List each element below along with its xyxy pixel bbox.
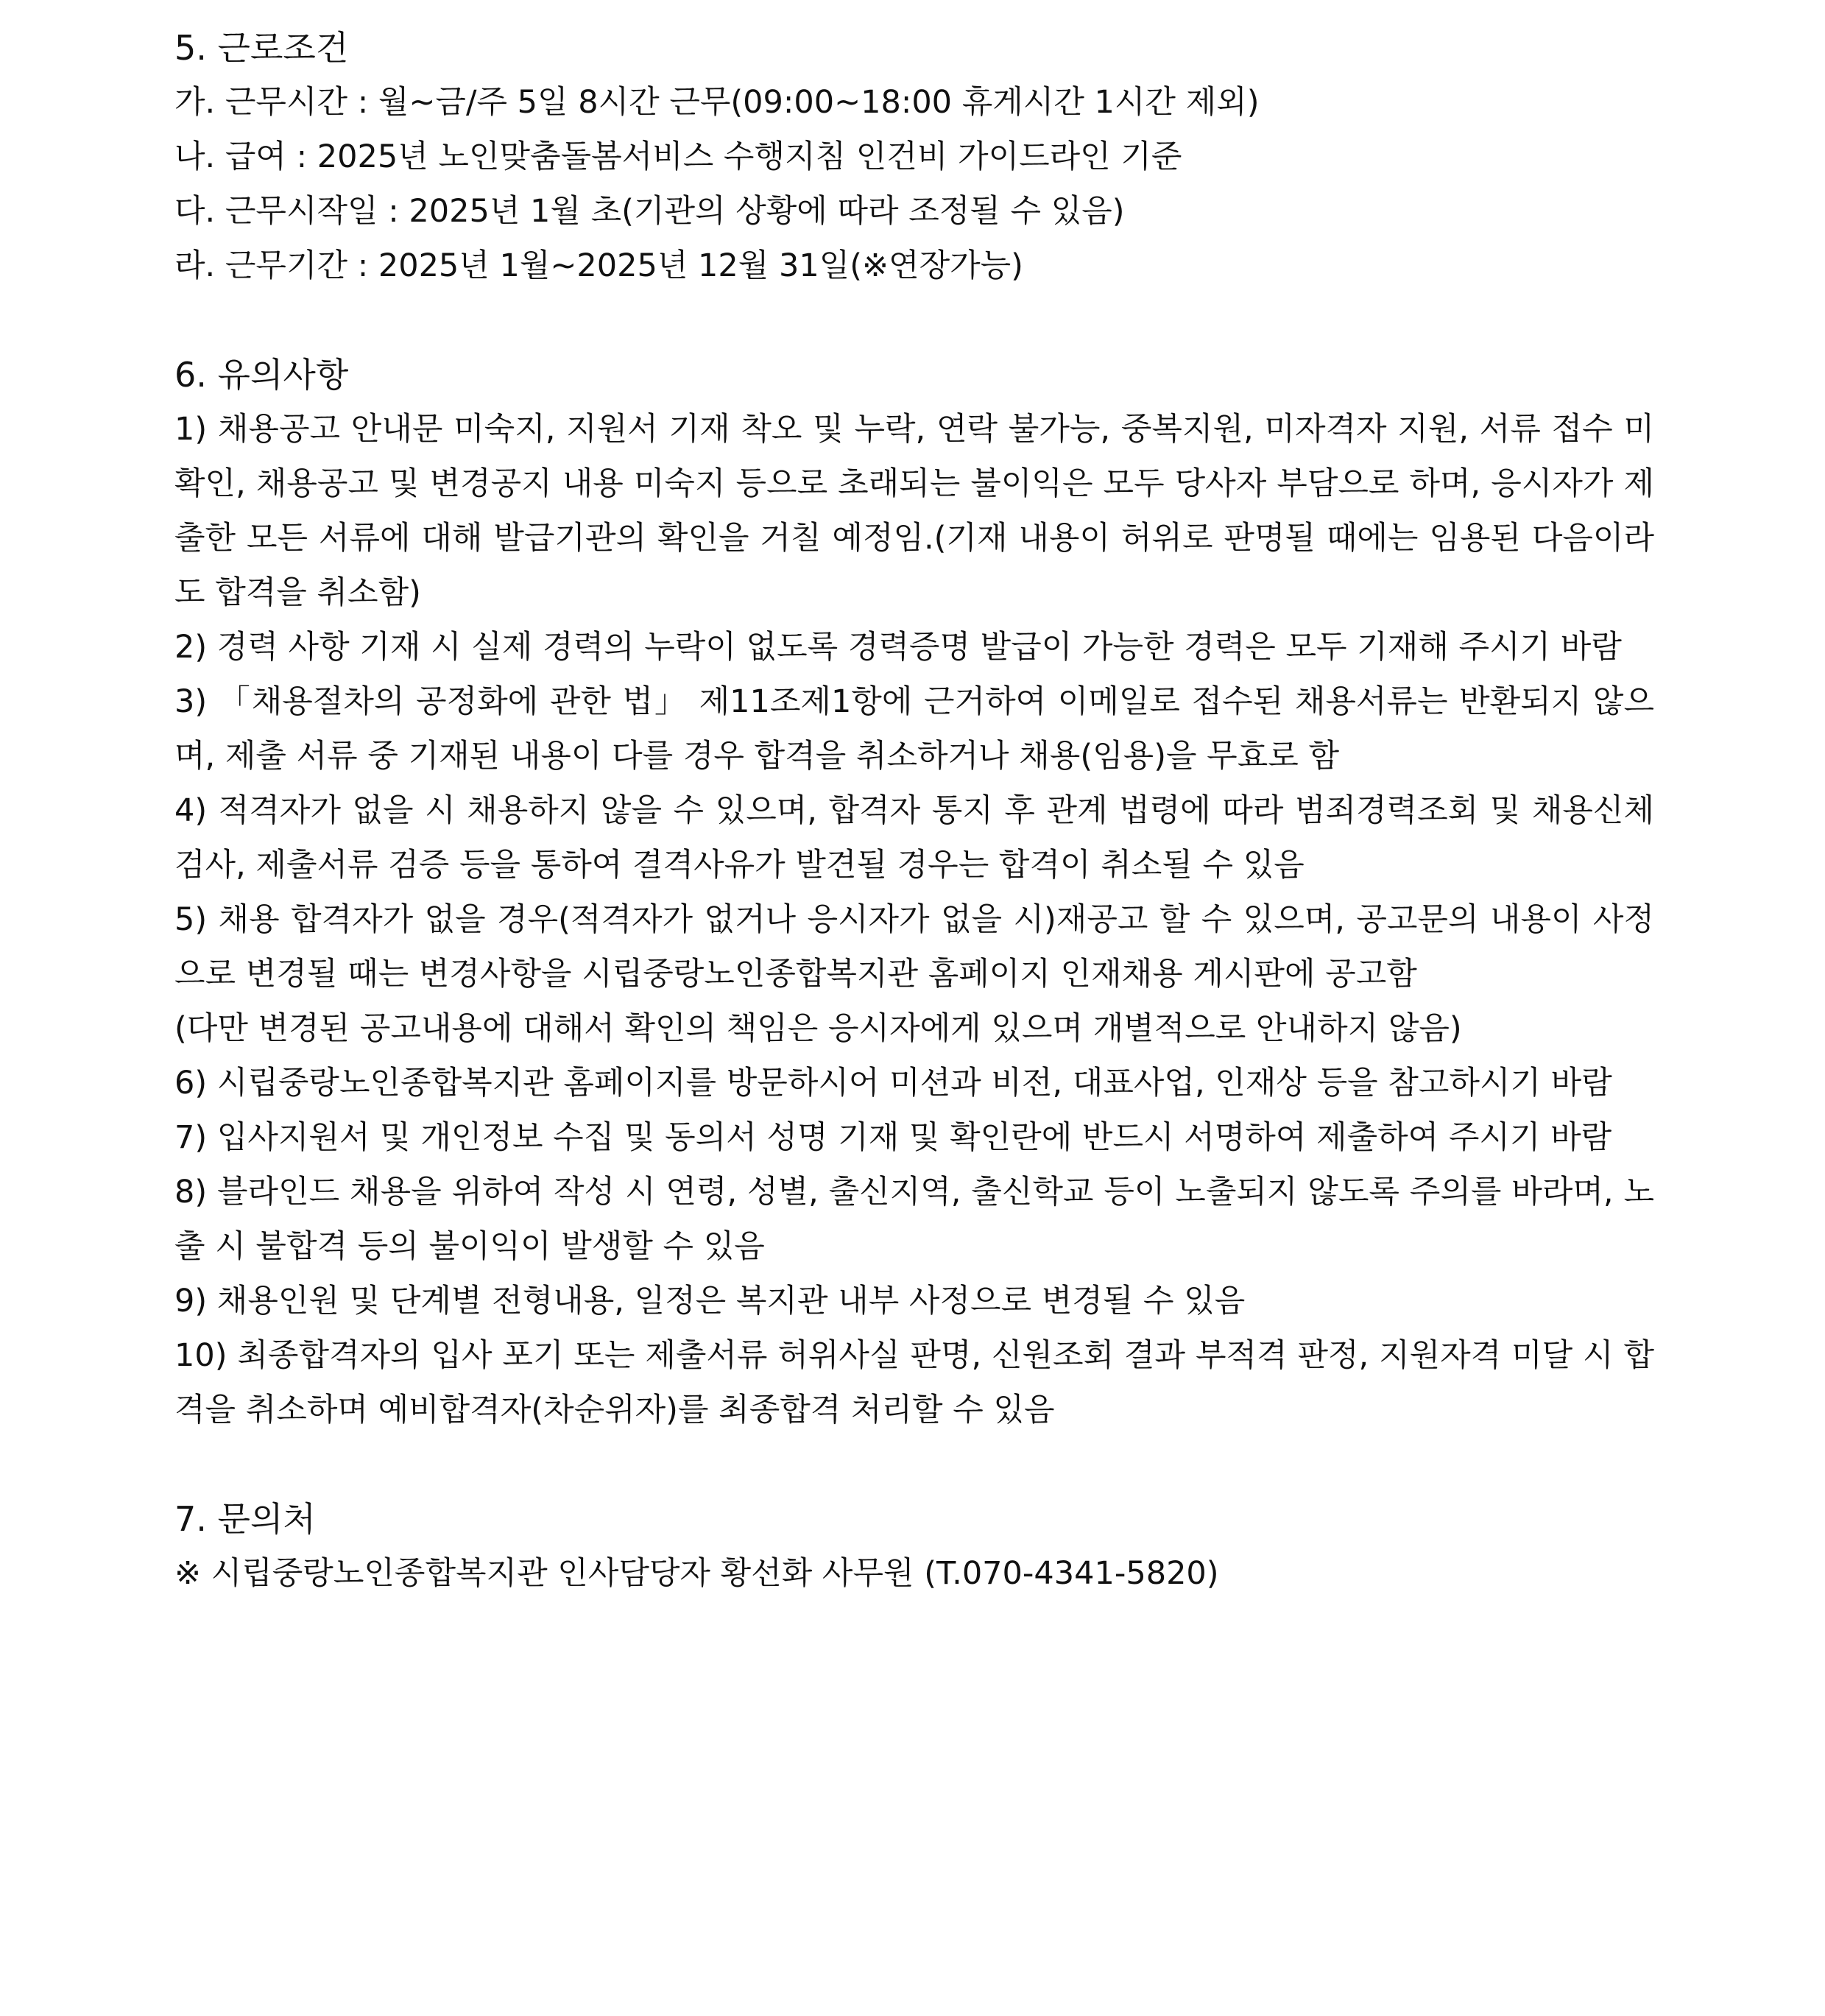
section-spacer xyxy=(174,293,1654,348)
section-title: 5. 근로조건 xyxy=(174,28,349,68)
section-working-conditions xyxy=(174,21,1654,293)
note-item: 3) 「채용절차의 공정화에 관한 법」 제11조제1항에 근거하여 이메일로 접수된 채용서류는 반환되지 않으며, 제출 서류 중 기재된 내용이 다를 경우 합격을 취소하거나 채용(임용)을 무효로 함 xyxy=(174,683,1654,775)
document-page xyxy=(174,21,1654,1601)
note-item: 5) 채용 합격자가 없을 경우(적격자가 없거나 응시자가 없을 시)재공고 할 수 있으며, 공고문의 내용이 사정으로 변경될 때는 변경사항을 시립중랑노인종합복지관 홈페이지 인재채용 게시판에 공고함 xyxy=(174,901,1654,993)
note-item: 2) 경력 사항 기재 시 실제 경력의 누락이 없도록 경력증명 발급이 가능한 경력은 모두 기재해 주시기 바람 xyxy=(174,629,1622,666)
salary-line: 나. 급여 : 2025년 노인맞춤돌봄서비스 수행지침 인건비 가이드라인 기준 xyxy=(174,138,1182,175)
section-title: 6. 유의사항 xyxy=(174,355,349,395)
section-contact xyxy=(174,1492,1654,1601)
section-title: 7. 문의처 xyxy=(174,1499,316,1539)
working-hours-line: 가. 근무시간 : 월~금/주 5일 8시간 근무(09:00~18:00 휴게시간 1시간 제외) xyxy=(174,84,1260,121)
note-item: 10) 최종합격자의 입사 포기 또는 제출서류 허위사실 판명, 신원조회 결과 부적격 판정, 지원자격 미달 시 합격을 취소하며 예비합격자(차순위자)를 최종합격 처리할 수 있음 xyxy=(174,1337,1654,1428)
section-spacer xyxy=(174,1437,1654,1492)
note-item: 7) 입사지원서 및 개인정보 수집 및 동의서 성명 기재 및 확인란에 반드시 서명하여 제출하여 주시기 바람 xyxy=(174,1119,1612,1156)
section-notes xyxy=(174,348,1654,1437)
contact-line: ※ 시립중랑노인종합복지관 인사담당자 황선화 사무원 (T.070-4341-5820) xyxy=(174,1555,1219,1592)
note-item: 6) 시립중랑노인종합복지관 홈페이지를 방문하시어 미션과 비전, 대표사업, 인재상 등을 참고하시기 바람 xyxy=(174,1065,1612,1102)
note-item: (다만 변경된 공고내용에 대해서 확인의 책임은 응시자에게 있으며 개별적으로 안내하지 않음) xyxy=(174,1010,1462,1047)
note-item: 1) 채용공고 안내문 미숙지, 지원서 기재 착오 및 누락, 연락 불가능, 중복지원, 미자격자 지원, 서류 접수 미확인, 채용공고 및 변경공지 내용 미숙지 등으로 초래되는 불이익은 모두 당사자 부담으로 하며, 응시자가 제출한 모든 서류에 대해 발급기관의 확인을 거칠 예정임.(기재 내용이 허위로 판명될 때에는 임용된 다음이라도 합격을 취소함) xyxy=(174,411,1654,611)
note-item: 8) 블라인드 채용을 위하여 작성 시 연령, 성별, 출신지역, 출신학교 등이 노출되지 않도록 주의를 바라며, 노출 시 불합격 등의 불이익이 발생할 수 있음 xyxy=(174,1174,1654,1265)
note-item: 4) 적격자가 없을 시 채용하지 않을 수 있으며, 합격자 통지 후 관계 법령에 따라 범죄경력조회 및 채용신체검사, 제출서류 검증 등을 통하여 결격사유가 발견될 경우는 합격이 취소될 수 있음 xyxy=(174,792,1654,884)
work-period-line: 라. 근무기간 : 2025년 1월~2025년 12월 31일(※연장가능) xyxy=(174,247,1023,284)
note-item: 9) 채용인원 및 단계별 전형내용, 일정은 복지관 내부 사정으로 변경될 수 있음 xyxy=(174,1283,1246,1319)
start-date-line: 다. 근무시작일 : 2025년 1월 초(기관의 상황에 따라 조정될 수 있음) xyxy=(174,193,1125,230)
